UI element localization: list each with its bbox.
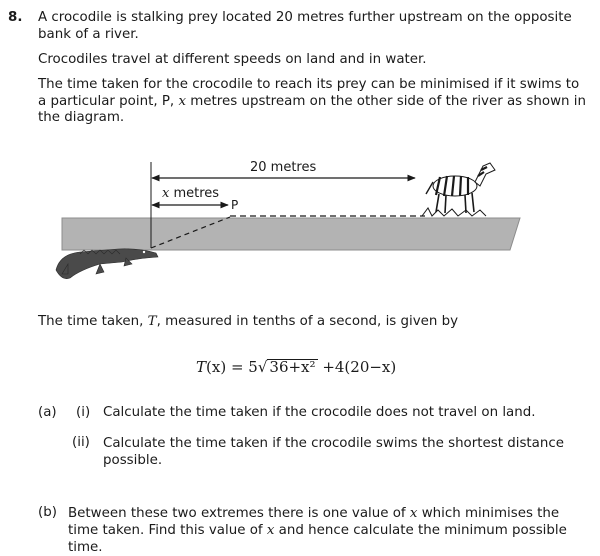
part-a-i-label: (i) xyxy=(76,405,91,420)
zebra-icon xyxy=(422,163,495,216)
x-label-var: x xyxy=(162,186,170,201)
distance-label: 20 metres xyxy=(250,160,317,175)
question-number: 8. xyxy=(8,10,23,25)
formula-equals: = 5 xyxy=(226,358,258,376)
time-var-T: T xyxy=(147,314,157,329)
formula-tail: +4(20−x) xyxy=(317,358,397,376)
part-a-ii-label: (ii) xyxy=(72,435,90,450)
part-a-label: (a) xyxy=(38,405,57,420)
question-intro: A crocodile is stalking prey located 20 metres further upstream on the opposite bank of a river. xyxy=(38,10,572,42)
question-minimise xyxy=(38,77,590,127)
question-speeds: Crocodiles travel at different speeds on land and in water. xyxy=(38,52,427,67)
time-text-b: , measured in tenths of a second, is given by xyxy=(156,314,459,329)
part-a-ii-text: Calculate the time taken if the crocodile swims the shortest distance possible. xyxy=(103,436,564,468)
sqrt-symbol: √ xyxy=(257,358,268,376)
time-formula xyxy=(196,358,396,376)
b-text-2: which minimises the time taken. Find this value of xyxy=(68,506,560,538)
formula-radicand: 36+x² xyxy=(269,358,316,376)
point-label: P xyxy=(231,198,239,212)
b-var-x-1: x xyxy=(409,506,418,521)
formula-T: T xyxy=(196,358,207,376)
x-label-unit: metres xyxy=(169,186,220,201)
b-text-1: Between these two extremes there is one value of xyxy=(68,506,410,521)
time-statement xyxy=(38,314,458,329)
formula-arg: (x) xyxy=(206,358,227,376)
x-label xyxy=(162,186,219,201)
minimise-text-a: The time taken for the crocodile to reach its prey can be minimised if it swims to a particular point, P, xyxy=(38,77,580,109)
minimise-text-b: metres upstream on the other side of the river as shown in the diagram. xyxy=(38,93,586,125)
time-text-a: The time taken, xyxy=(38,314,148,329)
river-diagram xyxy=(40,150,560,285)
b-text-3: and hence calculate the minimum possible time. xyxy=(68,523,567,555)
minimise-var-x: x xyxy=(178,93,186,109)
river xyxy=(62,218,520,250)
b-var-x-2: x xyxy=(266,523,275,538)
crocodile-icon xyxy=(56,249,158,279)
part-a-i-text: Calculate the time taken if the crocodile does not travel on land. xyxy=(103,405,536,420)
part-b-label: (b) xyxy=(38,505,57,520)
part-b-text xyxy=(68,505,590,556)
